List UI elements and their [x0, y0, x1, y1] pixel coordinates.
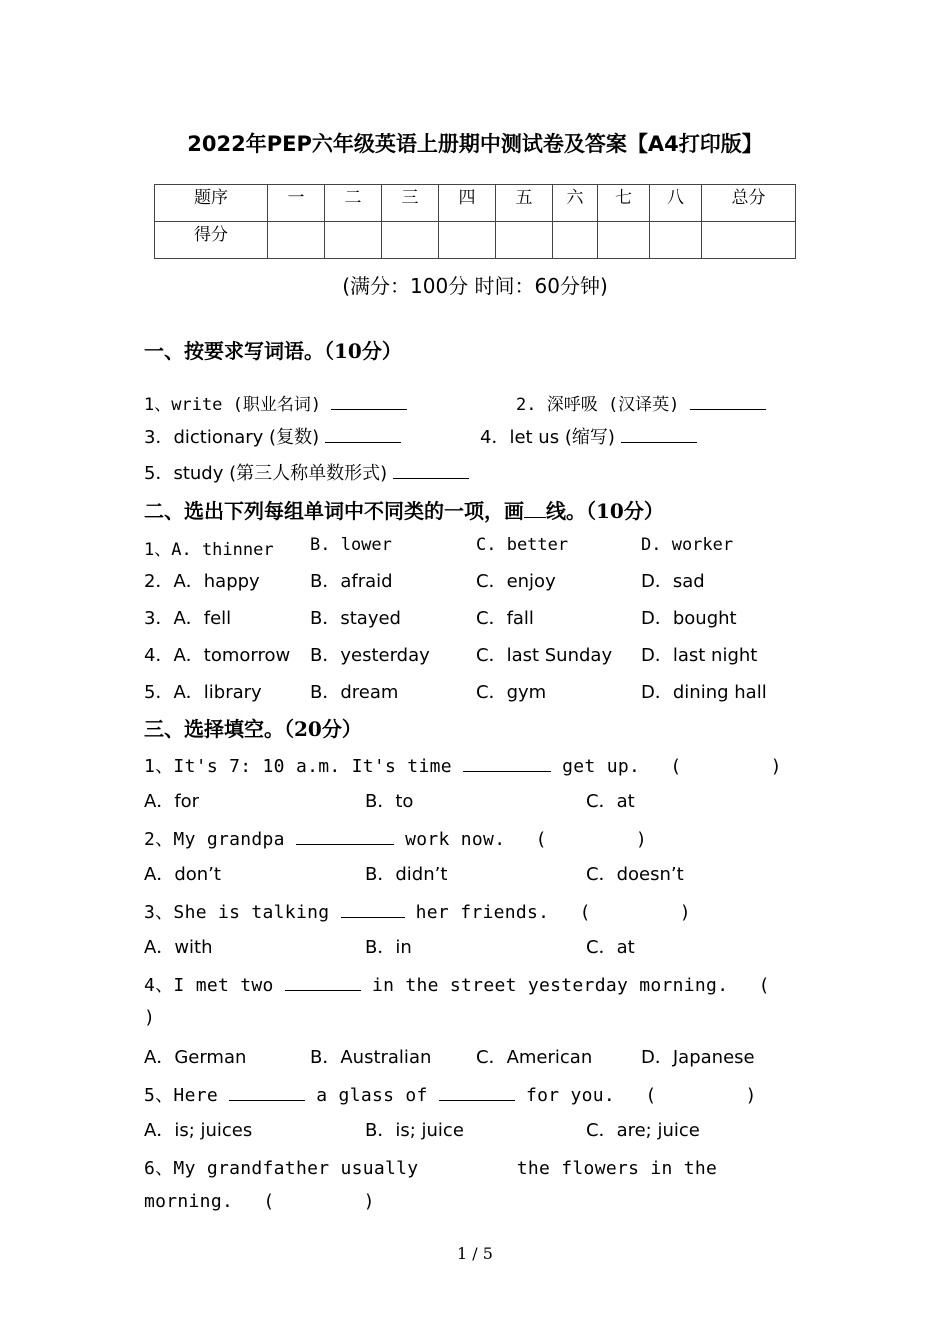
s2-option-1b[interactable]: B. lower: [310, 535, 392, 555]
s3-q3-option-a[interactable]: A．with: [144, 937, 213, 958]
s3-q1-blank[interactable]: [463, 753, 551, 772]
s3-q3-text-end: her friends.: [415, 902, 550, 923]
s3-q1-option-b[interactable]: B．to: [365, 791, 414, 812]
s1-q5-answer-blank[interactable]: [393, 460, 469, 479]
s2-option-5c[interactable]: C．gym: [476, 682, 547, 703]
score-header-cell: 二: [325, 185, 382, 222]
score-cell[interactable]: [702, 222, 796, 259]
s3-q2-option-c[interactable]: C．doesn’t: [586, 864, 684, 885]
s3-q4-option-c[interactable]: C．American: [476, 1047, 593, 1068]
score-header-cell: 五: [496, 185, 553, 222]
section2-heading: [144, 495, 664, 524]
s3-q4-answer-paren-close[interactable]: ): [144, 1007, 156, 1028]
score-header-cell: 四: [439, 185, 496, 222]
score-cell[interactable]: [598, 222, 650, 259]
s3-q5-option-b[interactable]: B．is; juice: [365, 1120, 464, 1141]
s1-q2-text: 2. 深呼吸 (汉译英): [516, 395, 680, 415]
s3-q5-blank-1[interactable]: [229, 1082, 305, 1101]
s2-option-3d[interactable]: D．bought: [641, 608, 737, 629]
s3-q4-option-b[interactable]: B．Australian: [310, 1047, 432, 1068]
score-header-cell: 七: [598, 185, 650, 222]
s1-question-2: [516, 390, 766, 415]
score-cell[interactable]: [382, 222, 439, 259]
s3-q5-text: 5、Here: [144, 1085, 218, 1106]
s3-q1-option-c[interactable]: C．at: [586, 791, 635, 812]
s3-question-4: [144, 971, 770, 997]
s2-option-4c[interactable]: C．last Sunday: [476, 645, 613, 666]
s3-q2-option-b[interactable]: B．didn’t: [365, 864, 448, 885]
score-header-cell: 八: [650, 185, 702, 222]
score-header-cell: 三: [382, 185, 439, 222]
s2-option-1c[interactable]: C. better: [476, 535, 569, 555]
s2-option-1d[interactable]: D. worker: [641, 535, 734, 555]
s3-q1-text: 1、It's 7: 10 a.m. It's time: [144, 756, 452, 777]
s2-option-4b[interactable]: B．yesterday: [310, 645, 430, 666]
s3-q3-option-b[interactable]: B．in: [365, 937, 412, 958]
score-table-score-row: [155, 222, 796, 259]
score-header-cell: 六: [553, 185, 598, 222]
s3-q2-blank[interactable]: [296, 826, 394, 845]
s3-q2-option-a[interactable]: A．don’t: [144, 864, 221, 885]
s2-option-3a[interactable]: 3．A．fell: [144, 608, 232, 629]
s3-q6-text-line2: morning.: [144, 1191, 234, 1212]
section1-heading: 一、按要求写词语。（10分）: [144, 339, 402, 363]
section2-heading-text: 二、选出下列每组单词中不同类的一项，画: [144, 499, 524, 523]
s3-question-5: [144, 1081, 757, 1107]
score-header-cell: 一: [268, 185, 325, 222]
s3-question-6-line2: [144, 1191, 375, 1212]
s2-option-4d[interactable]: D．last night: [641, 645, 758, 666]
s3-q5-option-a[interactable]: A．is; juices: [144, 1120, 253, 1141]
s3-question-3: [144, 898, 691, 924]
s1-question-5: [144, 459, 469, 485]
score-header-cell: 总分: [702, 185, 796, 222]
s1-q3-answer-blank[interactable]: [325, 424, 401, 443]
s3-q5-text-end: for you.: [525, 1085, 616, 1106]
s1-q2-answer-blank[interactable]: [690, 392, 766, 410]
s2-option-3b[interactable]: B．stayed: [310, 608, 401, 629]
underline-mark: [524, 497, 546, 518]
s3-q1-answer-paren[interactable]: ( ): [670, 756, 782, 777]
s3-question-6: [144, 1154, 717, 1180]
s2-option-4a[interactable]: 4．A．tomorrow: [144, 645, 291, 666]
score-table: [154, 184, 796, 259]
s1-q5-text: 5．study (第三人称单数形式): [144, 463, 388, 484]
page-number: 1 / 5: [457, 1244, 493, 1263]
s1-q3-text: 3．dictionary (复数): [144, 427, 320, 448]
s2-option-3c[interactable]: C．fall: [476, 608, 534, 629]
section3-heading: 三、选择填空。（20分）: [144, 717, 362, 741]
s3-q4-text-end: in the street yesterday morning.: [371, 975, 729, 996]
score-table-header-row: [155, 185, 796, 222]
s3-question-2: [144, 825, 647, 851]
s3-q6-text-end: the flowers in the: [516, 1158, 718, 1179]
s3-q6-text: 6、My grandfather usually: [144, 1158, 419, 1179]
s3-q1-text-end: get up.: [562, 756, 641, 777]
s3-q5-option-c[interactable]: C．are; juice: [586, 1120, 700, 1141]
score-cell[interactable]: [268, 222, 325, 259]
s3-q6-answer-paren[interactable]: ( ): [263, 1191, 375, 1212]
s3-q4-option-a[interactable]: A．German: [144, 1047, 247, 1068]
s3-q2-text: 2、My grandpa: [144, 829, 285, 850]
score-header-cell: 题序: [155, 185, 268, 222]
s3-q4-answer-paren-open[interactable]: (: [758, 975, 770, 996]
s2-option-5d[interactable]: D．dining hall: [641, 682, 767, 703]
s2-option-2d[interactable]: D．sad: [641, 571, 705, 592]
s2-option-1a[interactable]: 1、A. thinner: [144, 540, 274, 560]
score-cell[interactable]: [650, 222, 702, 259]
s2-option-2c[interactable]: C．enjoy: [476, 571, 556, 592]
score-cell[interactable]: [553, 222, 598, 259]
s1-question-4: [480, 423, 697, 449]
s3-q4-blank[interactable]: [285, 972, 361, 991]
s3-q5-blank-2[interactable]: [439, 1082, 515, 1101]
s3-q4-text: 4、I met two: [144, 975, 274, 996]
s3-q3-option-c[interactable]: C．at: [586, 937, 635, 958]
s3-q3-text: 3、She is talking: [144, 902, 330, 923]
page-title: 2022年PEP六年级英语上册期中测试卷及答案【A4打印版】: [187, 132, 763, 156]
s3-q1-option-a[interactable]: A．for: [144, 791, 200, 812]
s3-q5-answer-paren[interactable]: ( ): [645, 1085, 757, 1106]
s2-option-5b[interactable]: B．dream: [310, 682, 399, 703]
s2-option-5a[interactable]: 5．A．library: [144, 682, 262, 703]
s3-q2-text-end: work now.: [405, 829, 506, 850]
score-cell[interactable]: [496, 222, 553, 259]
s3-q2-answer-paren[interactable]: ( ): [535, 829, 647, 850]
s2-option-2a[interactable]: 2．A．happy: [144, 571, 260, 592]
s2-option-2b[interactable]: B．afraid: [310, 571, 393, 592]
s1-q4-answer-blank[interactable]: [621, 424, 697, 443]
s1-q1-text: 1、write (职业名词): [144, 395, 322, 415]
s1-q4-text: 4．let us (缩写): [480, 427, 615, 448]
section2-heading-text-end: 线。（10分）: [546, 499, 664, 523]
s3-q5-text-middle: a glass of: [316, 1085, 428, 1106]
s3-q4-option-d[interactable]: D．Japanese: [641, 1047, 755, 1068]
score-cell[interactable]: [439, 222, 496, 259]
score-cell[interactable]: [325, 222, 382, 259]
s3-q3-blank[interactable]: [341, 899, 405, 918]
score-row-label: 得分: [155, 222, 268, 259]
s1-q1-answer-blank[interactable]: [331, 392, 407, 410]
exam-info: (满分：100分 时间：60分钟): [342, 274, 608, 298]
s3-q3-answer-paren[interactable]: ( ): [579, 902, 691, 923]
s3-question-1: [144, 752, 782, 778]
s1-question-1: [144, 390, 407, 415]
s1-question-3: [144, 423, 401, 449]
